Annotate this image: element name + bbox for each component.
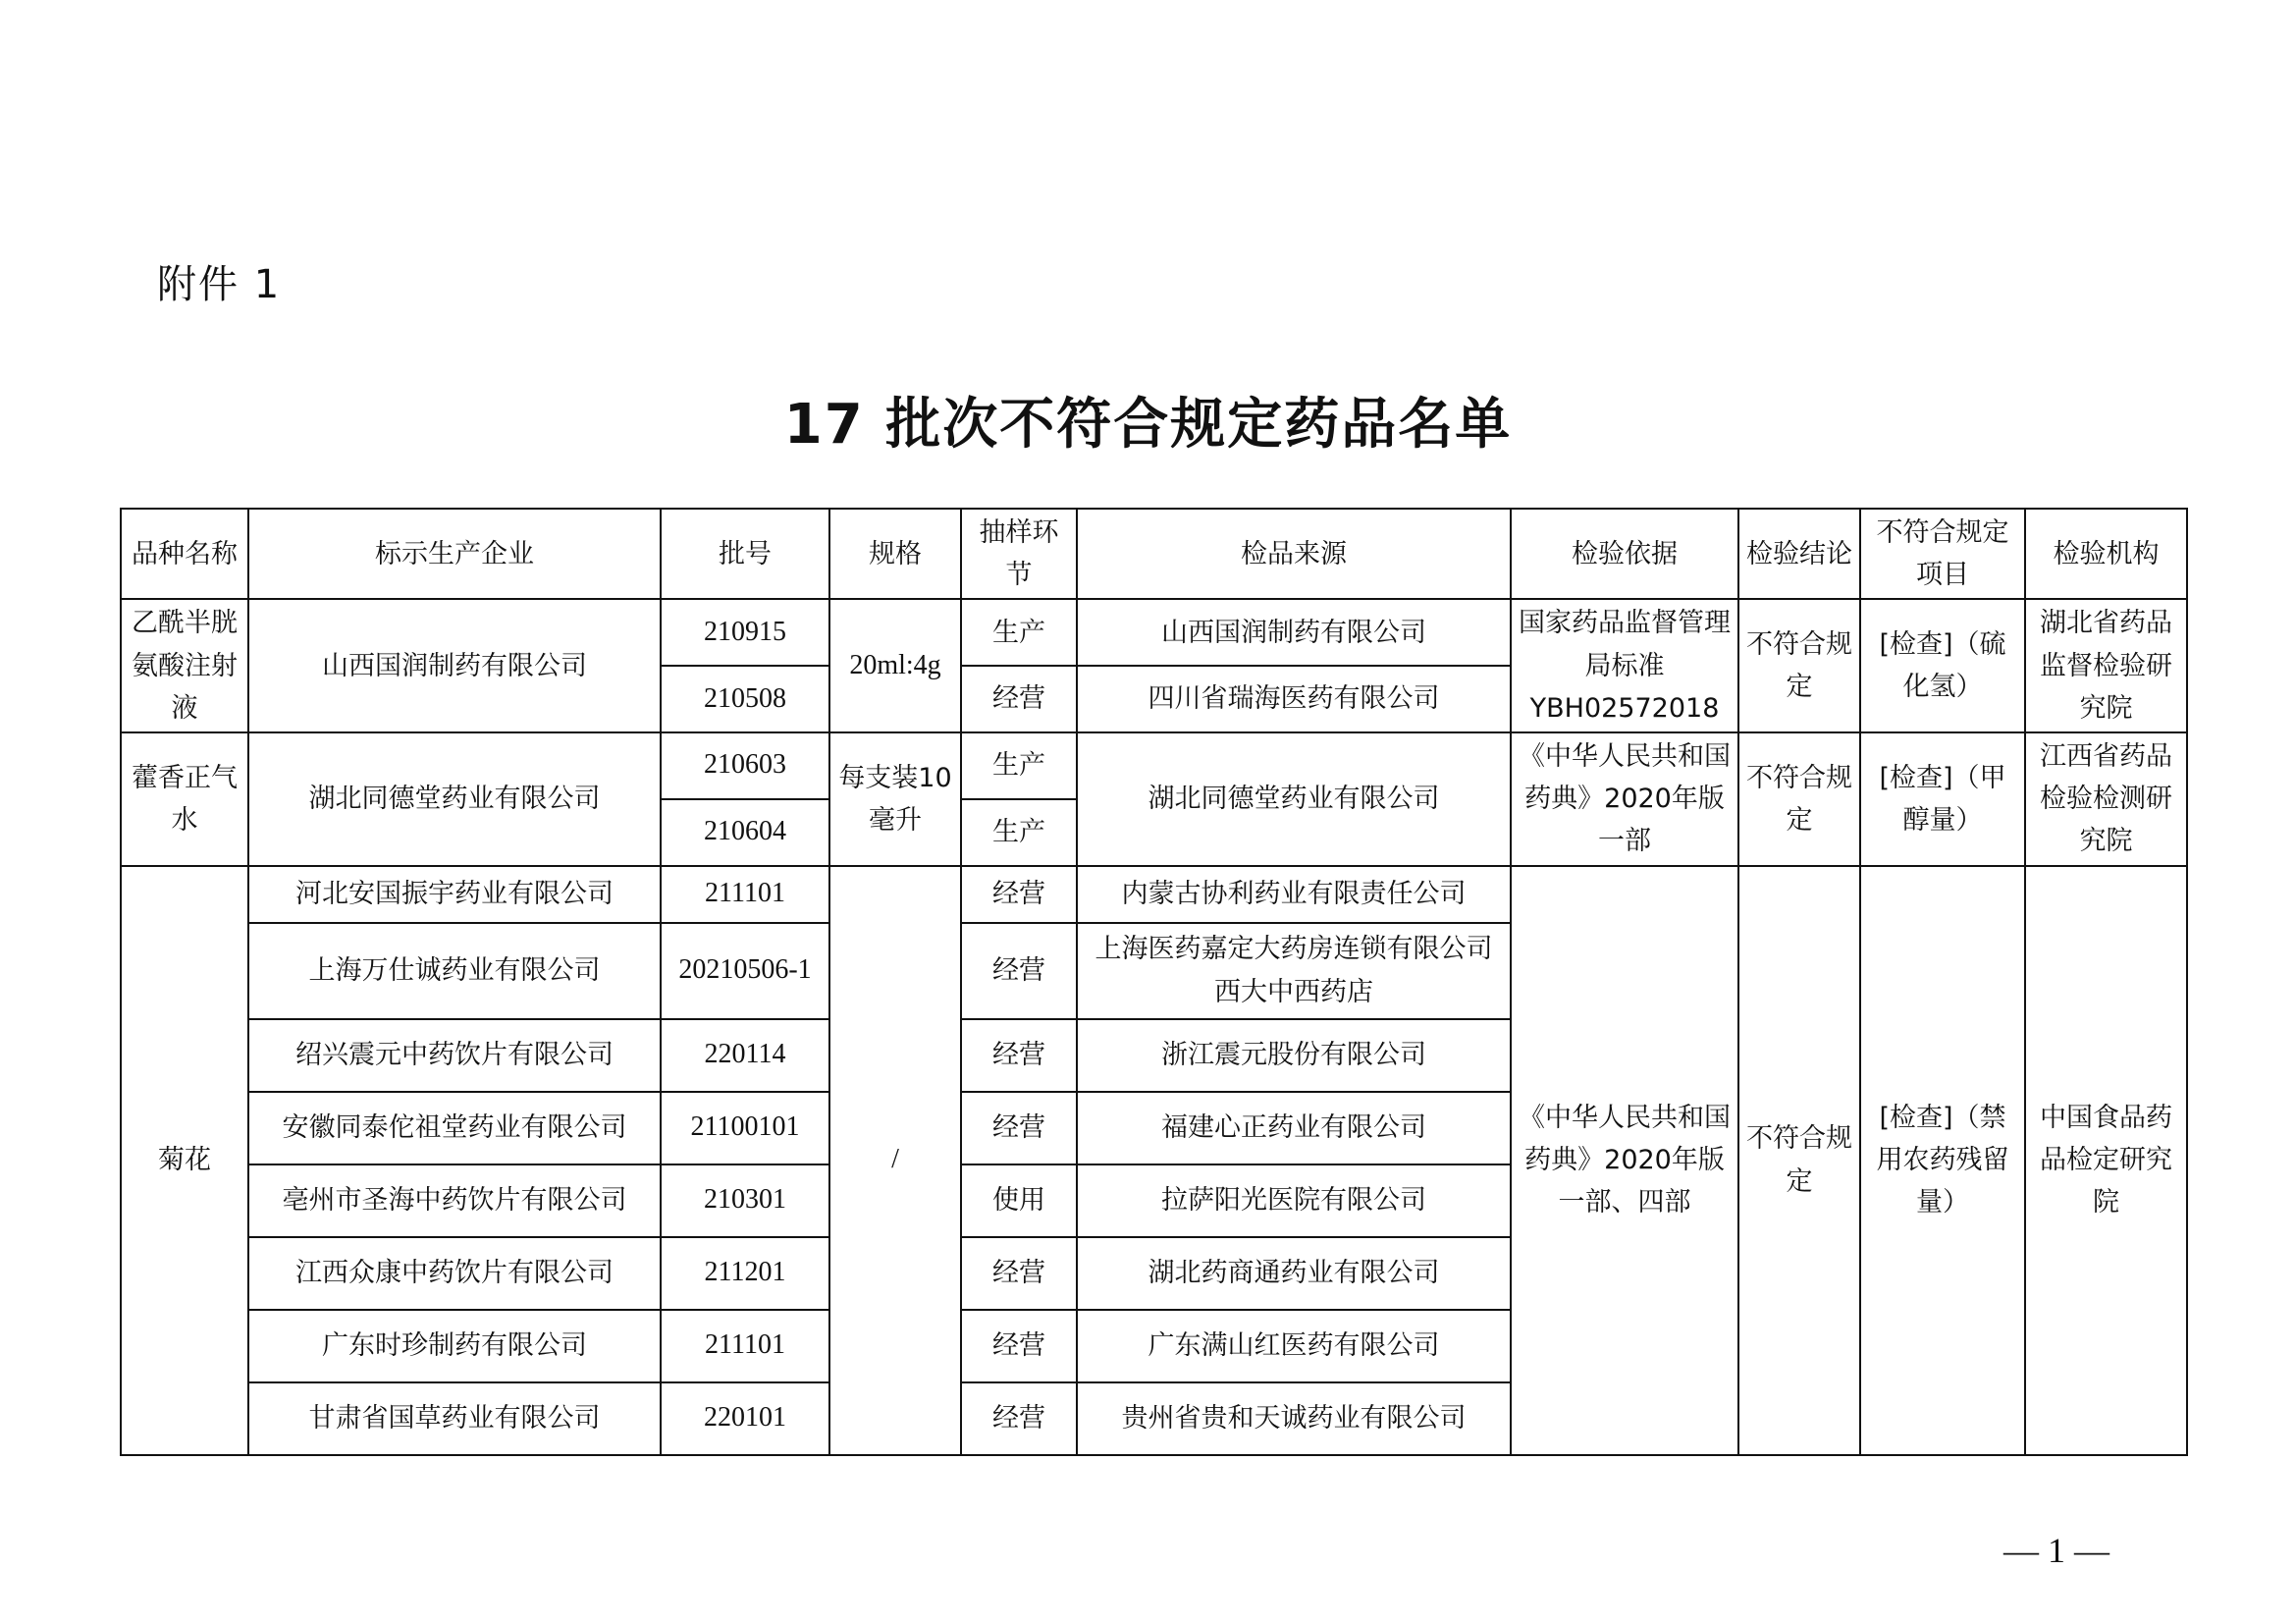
stage-cell: 生产 bbox=[961, 732, 1077, 799]
source-cell: 福建心正药业有限公司 bbox=[1077, 1092, 1511, 1164]
conclusion-cell: 不符合规定 bbox=[1738, 599, 1860, 732]
attachment-label: 附件 1 bbox=[157, 262, 282, 307]
stage-cell: 经营 bbox=[961, 1310, 1077, 1382]
header-basis: 检验依据 bbox=[1511, 509, 1738, 599]
stage-cell: 生产 bbox=[961, 799, 1077, 866]
page-number: — 1 — bbox=[2003, 1531, 2109, 1570]
source-cell: 山西国润制药有限公司 bbox=[1077, 599, 1511, 666]
stage-cell: 经营 bbox=[961, 866, 1077, 923]
page-title: 17 批次不符合规定药品名单 bbox=[783, 393, 1513, 457]
variety-cell: 菊花 bbox=[121, 866, 248, 1455]
batch-cell: 211201 bbox=[661, 1237, 829, 1310]
variety-cell: 乙酰半胱氨酸注射液 bbox=[121, 599, 248, 732]
manufacturer-cell: 甘肃省国草药业有限公司 bbox=[248, 1382, 661, 1455]
stage-cell: 经营 bbox=[961, 1382, 1077, 1455]
conclusion-cell: 不符合规定 bbox=[1738, 732, 1860, 866]
spec-cell: 20ml:4g bbox=[829, 599, 961, 732]
manufacturer-cell: 山西国润制药有限公司 bbox=[248, 599, 661, 732]
basis-cell: 《中华人民共和国药典》2020年版一部、四部 bbox=[1511, 866, 1738, 1455]
basis-cell: 国家药品监督管理局标准YBH02572018 bbox=[1511, 599, 1738, 732]
batch-cell: 220101 bbox=[661, 1382, 829, 1455]
spec-cell: 每支装10毫升 bbox=[829, 732, 961, 866]
header-variety: 品种名称 bbox=[121, 509, 248, 599]
batch-cell: 210604 bbox=[661, 799, 829, 866]
header-manufacturer: 标示生产企业 bbox=[248, 509, 661, 599]
item-cell: [检查]（甲醇量） bbox=[1860, 732, 2025, 866]
item-cell: [检查]（硫化氢） bbox=[1860, 599, 2025, 732]
manufacturer-cell: 河北安国振宇药业有限公司 bbox=[248, 866, 661, 923]
basis-cell: 《中华人民共和国药典》2020年版一部 bbox=[1511, 732, 1738, 866]
table-row bbox=[121, 599, 2187, 666]
header-batch: 批号 bbox=[661, 509, 829, 599]
stage-cell: 经营 bbox=[961, 1092, 1077, 1164]
header-agency: 检验机构 bbox=[2025, 509, 2187, 599]
table-header-row bbox=[121, 509, 2187, 599]
batch-cell: 210301 bbox=[661, 1164, 829, 1237]
stage-cell: 生产 bbox=[961, 599, 1077, 666]
batch-cell: 210915 bbox=[661, 599, 829, 666]
batch-cell: 20210506-1 bbox=[661, 923, 829, 1019]
variety-cell: 藿香正气水 bbox=[121, 732, 248, 866]
source-cell: 四川省瑞海医药有限公司 bbox=[1077, 666, 1511, 732]
source-cell: 浙江震元股份有限公司 bbox=[1077, 1019, 1511, 1092]
stage-cell: 使用 bbox=[961, 1164, 1077, 1237]
stage-cell: 经营 bbox=[961, 923, 1077, 1019]
stage-cell: 经营 bbox=[961, 1237, 1077, 1310]
header-stage: 抽样环节 bbox=[961, 509, 1077, 599]
manufacturer-cell: 上海万仕诚药业有限公司 bbox=[248, 923, 661, 1019]
manufacturer-cell: 安徽同泰佗祖堂药业有限公司 bbox=[248, 1092, 661, 1164]
source-cell: 贵州省贵和天诚药业有限公司 bbox=[1077, 1382, 1511, 1455]
batch-cell: 210603 bbox=[661, 732, 829, 799]
agency-cell: 中国食品药品检定研究院 bbox=[2025, 866, 2187, 1455]
batch-cell: 211101 bbox=[661, 866, 829, 923]
manufacturer-cell: 江西众康中药饮片有限公司 bbox=[248, 1237, 661, 1310]
source-cell: 上海医药嘉定大药房连锁有限公司西大中西药店 bbox=[1077, 923, 1511, 1019]
source-cell: 广东满山红医药有限公司 bbox=[1077, 1310, 1511, 1382]
stage-cell: 经营 bbox=[961, 1019, 1077, 1092]
agency-cell: 江西省药品检验检测研究院 bbox=[2025, 732, 2187, 866]
agency-cell: 湖北省药品监督检验研究院 bbox=[2025, 599, 2187, 732]
source-cell: 内蒙古协利药业有限责任公司 bbox=[1077, 866, 1511, 923]
stage-cell: 经营 bbox=[961, 666, 1077, 732]
spec-cell: / bbox=[829, 866, 961, 1455]
source-cell: 湖北同德堂药业有限公司 bbox=[1077, 732, 1511, 866]
drug-table bbox=[120, 508, 2188, 1456]
batch-cell: 220114 bbox=[661, 1019, 829, 1092]
header-item: 不符合规定项目 bbox=[1860, 509, 2025, 599]
conclusion-cell: 不符合规定 bbox=[1738, 866, 1860, 1455]
manufacturer-cell: 广东时珍制药有限公司 bbox=[248, 1310, 661, 1382]
header-source: 检品来源 bbox=[1077, 509, 1511, 599]
manufacturer-cell: 亳州市圣海中药饮片有限公司 bbox=[248, 1164, 661, 1237]
manufacturer-cell: 湖北同德堂药业有限公司 bbox=[248, 732, 661, 866]
item-cell: [检查]（禁用农药残留量） bbox=[1860, 866, 2025, 1455]
batch-cell: 21100101 bbox=[661, 1092, 829, 1164]
table-row bbox=[121, 866, 2187, 923]
source-cell: 湖北药商通药业有限公司 bbox=[1077, 1237, 1511, 1310]
source-cell: 拉萨阳光医院有限公司 bbox=[1077, 1164, 1511, 1237]
header-conclusion: 检验结论 bbox=[1738, 509, 1860, 599]
table-row bbox=[121, 732, 2187, 799]
batch-cell: 211101 bbox=[661, 1310, 829, 1382]
batch-cell: 210508 bbox=[661, 666, 829, 732]
header-spec: 规格 bbox=[829, 509, 961, 599]
manufacturer-cell: 绍兴震元中药饮片有限公司 bbox=[248, 1019, 661, 1092]
